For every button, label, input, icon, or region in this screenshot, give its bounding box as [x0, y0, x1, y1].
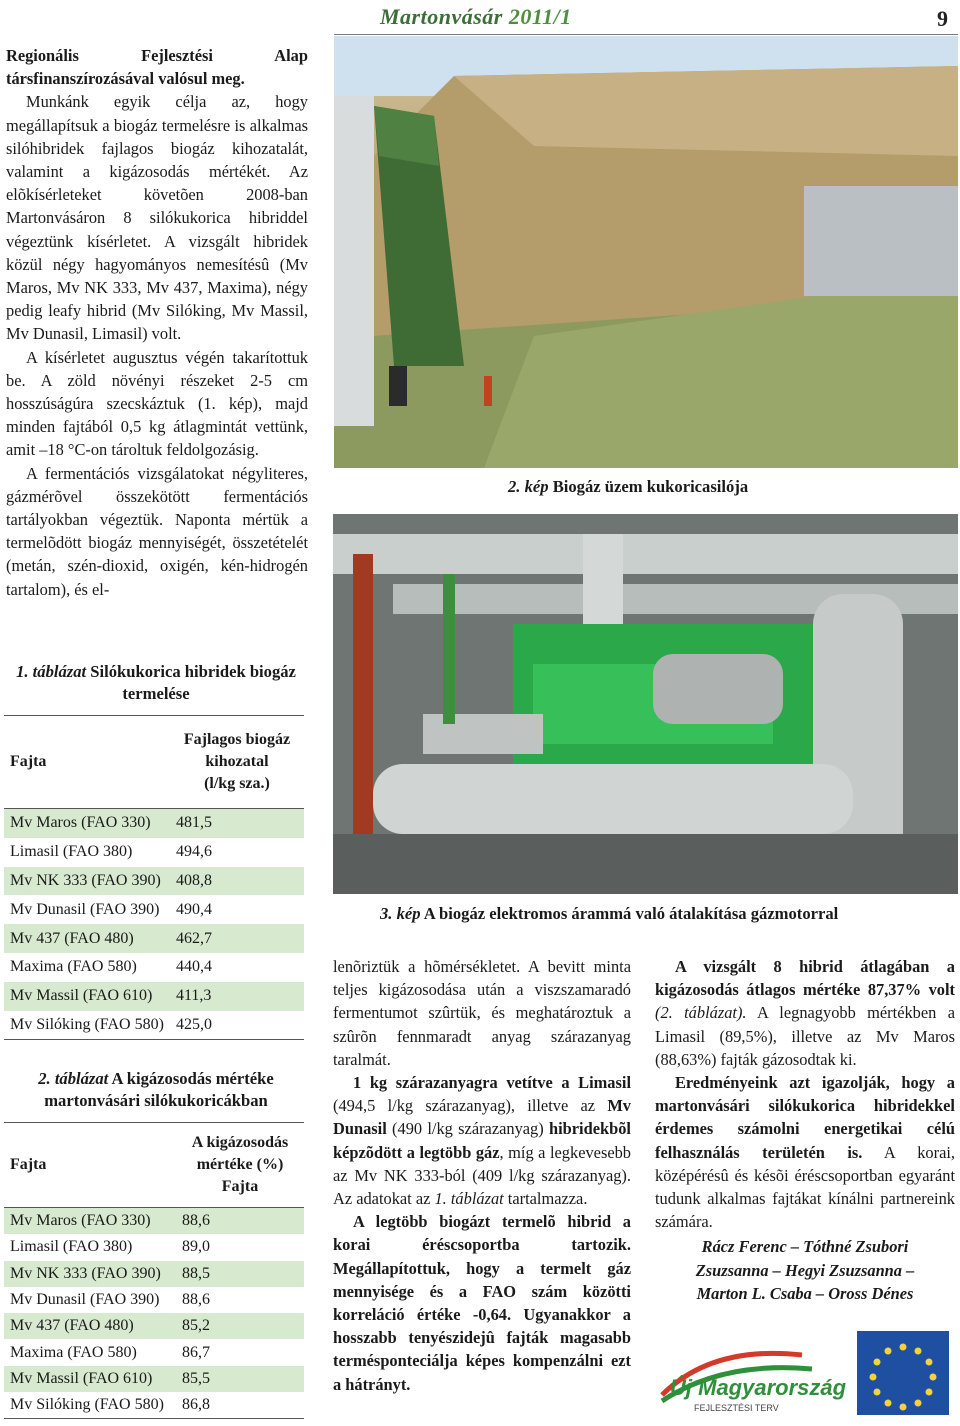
- paragraph: [655, 955, 955, 1071]
- cell-fajta: Mv Massil (FAO 610): [4, 982, 170, 1011]
- italic-text: 1. táblázat: [434, 1189, 504, 1209]
- cell-fajta: Mv Dunasil (FAO 390): [4, 1287, 176, 1313]
- table2-body: [4, 1208, 304, 1419]
- photo2-caption-ref: 2. kép: [508, 477, 549, 496]
- paragraph: A legtöbb biogázt termelõ hibrid a korai éréscsoportba tartozik. Megállapítottuk, hogy a termelt gáz mennyisége és a FAO szám közötti korreláció értéke -0,64. Ugyanakkor a hosszabb tenyészidejû fajták magasabb termésponteciálja képes kompenzálni ezt a hátrányt.: [333, 1212, 631, 1394]
- table-row: [4, 1339, 304, 1365]
- cell-value: 88,6: [176, 1287, 304, 1313]
- bold-text: Mv Dunasil: [333, 1096, 631, 1139]
- cell-value: 89,0: [176, 1234, 304, 1260]
- gas-engine-illustration: [333, 514, 958, 894]
- table1-caption-text: Silókukorica hibridek biogáz termelése: [86, 662, 296, 703]
- italic-text: (2. táblázat).: [655, 1003, 747, 1023]
- table-row: [4, 982, 304, 1011]
- header-line: (l/kg sza.): [204, 775, 270, 792]
- cell-fajta: Limasil (FAO 380): [4, 838, 170, 867]
- silo-illustration: [334, 36, 958, 468]
- table-row: [4, 1392, 304, 1419]
- header-line: A kigázosodás: [191, 1134, 289, 1151]
- photo2-caption: [508, 477, 748, 497]
- silo-photo: [334, 36, 958, 468]
- paragraph: [333, 1071, 631, 1210]
- cell-value: 86,7: [176, 1339, 304, 1365]
- article-column-1: [6, 44, 308, 601]
- table2-caption-text: A kigázosodás mértéke martonvásári silókukoricákban: [44, 1069, 274, 1110]
- table-row: [4, 1366, 304, 1392]
- table1-caption-ref: 1. táblázat: [16, 662, 87, 681]
- logo-title: Új Magyarország: [670, 1375, 847, 1400]
- photo3-caption-ref: 3. kép: [380, 904, 421, 923]
- bold-text: 1 kg szárazanyagra vetítve a Limasil: [353, 1073, 631, 1093]
- author-line: Marton L. Csaba – Oross Dénes: [696, 1283, 914, 1303]
- photo2-caption-text: Biogáz üzem kukoricasilója: [548, 477, 749, 496]
- uj-magyarorszag-logo: [652, 1325, 952, 1421]
- text: A legnagyobb mértékben a Limasil (89,5%), illetve az Mv Maros (88,63%) fajták gázosodtak ki.: [655, 1003, 955, 1069]
- eu-logo-graphic: [652, 1325, 952, 1421]
- masthead-name: Martonvásár: [380, 4, 503, 29]
- cell-fajta: Mv Silóking (FAO 580): [4, 1392, 176, 1419]
- author-line: Zsuzsanna – Hegyi Zsuzsanna –: [695, 1260, 915, 1280]
- table-row: [4, 1011, 304, 1040]
- cell-value: 88,6: [176, 1208, 304, 1235]
- cell-fajta: Mv Maros (FAO 330): [4, 1208, 176, 1235]
- cell-value: 411,3: [170, 982, 304, 1011]
- cell-value: 490,4: [170, 895, 304, 924]
- cell-value: 481,5: [170, 809, 304, 838]
- cell-fajta: Mv 437 (FAO 480): [4, 924, 170, 953]
- page-number: 9: [937, 6, 948, 31]
- cell-value: 494,6: [170, 838, 304, 867]
- cell-value: 425,0: [170, 1011, 304, 1040]
- table-row: [4, 1287, 304, 1313]
- cell-value: 88,5: [176, 1261, 304, 1287]
- bold-text: hibridekbõl képzõdött a legtöbb gáz: [333, 1119, 631, 1162]
- article-column-2: [333, 955, 631, 1396]
- table1-body: [4, 809, 304, 1040]
- bold-text: Eredményeink azt igazolják, hogy a martonvásári silókukorica hibridekkel érdemes számolni energetikai célú felhasználás területén is.: [655, 1073, 955, 1162]
- table2-caption-ref: 2. táblázat: [38, 1069, 109, 1088]
- cell-fajta: Mv 437 (FAO 480): [4, 1313, 176, 1339]
- header-line: Fajlagos biogáz: [183, 731, 291, 748]
- table-row: [4, 1208, 304, 1235]
- masthead: [380, 4, 572, 30]
- paragraph: A fermentációs vizsgálatokat négyliteres, gázmérõvel összekötött fermentációs tartályokban végeztük. Naponta mértük a termelõdött biogáz mennyiségét, összetételét (metán, szén-dioxid, oxigén, kén-hidrogén tartalom), és el-: [6, 463, 308, 599]
- table-row: [4, 1313, 304, 1339]
- table2-caption: [6, 1068, 306, 1112]
- cell-value: 408,8: [170, 867, 304, 896]
- photo3-caption-text: A biogáz elektromos árammá való átalakítása gázmotorral: [420, 904, 839, 923]
- text: tartalmazza.: [503, 1189, 588, 1209]
- cell-fajta: Mv Silóking (FAO 580): [4, 1011, 170, 1040]
- cell-fajta: Limasil (FAO 380): [4, 1234, 176, 1260]
- header-line: kihozatal: [205, 753, 269, 770]
- table-row: [4, 1261, 304, 1287]
- cell-fajta: Mv Dunasil (FAO 390): [4, 895, 170, 924]
- table1-caption: [6, 661, 306, 705]
- logo-subtitle: FEJLESZTÉSI TERV: [694, 1403, 779, 1413]
- text: (494,5 l/kg szárazanyag), illetve az: [333, 1096, 608, 1116]
- photo3-caption: [380, 904, 838, 924]
- text: A korai, középérésû és késõi éréscsoportban egyaránt tudunk alkalmas fajtákat kínálni partnereink számára.: [655, 1142, 955, 1232]
- table2: [4, 1122, 304, 1419]
- cell-fajta: Maxima (FAO 580): [4, 1339, 176, 1365]
- cell-fajta: Mv Maros (FAO 330): [4, 809, 170, 838]
- table1-header-value: [170, 716, 304, 809]
- cell-value: 462,7: [170, 924, 304, 953]
- table2-header-value: [176, 1123, 304, 1208]
- header-line: mértéke (%): [196, 1156, 284, 1173]
- paragraph: Munkánk egyik célja az, hogy megállapítsuk a biogáz termelésre is alkalmas silóhibridek fajlagos biogáz kihozatalát, valamint a kigázosodás mértékét. Az elõkísérleteket követõen 2008-ban Martonvásáron 8 silókukorica hibriddel végeztünk kísérletet. A vizsgált hibridek közül négy hagyományos nemesítésû (Mv Maros, Mv NK 333, Mv 437, Maxima), négy pedig leafy hibrid (Mv Silóking, Mv Massil, Mv Dunasil, Limasil) volt.: [6, 92, 308, 344]
- paragraph: A kísérletet augusztus végén takarítottuk be. A zöld növényi részeket 2-5 cm hosszúságúra szecskáztuk (1. kép), majd minden fajtából 0,5 kg átlagmintát vettünk, amit –18 °C-on tároltuk feldolgozásig.: [6, 347, 308, 460]
- table-row: [4, 838, 304, 867]
- cell-fajta: Mv NK 333 (FAO 390): [4, 867, 170, 896]
- table-row: [4, 953, 304, 982]
- header-rule: [334, 34, 958, 35]
- paragraph: lenõriztük a hõmérsékletet. A bevitt minta teljes kigázosodása után a viszszamaradó fermentumot szûrtük, és meghatároztuk a szûrõn fennmaradt anyag szárazanyag taralmát.: [333, 957, 631, 1069]
- text: , míg a legkevesebb az Mv NK 333-ból (409 l/kg szárazanyag). Az adatokat az: [333, 1142, 631, 1209]
- cell-value: 85,5: [176, 1366, 304, 1392]
- table-row: [4, 895, 304, 924]
- bold-text: A vizsgált 8 hibrid átlagában a kigázosodás átlagos mértéke 87,37% volt: [655, 957, 955, 1000]
- gas-engine-photo: [333, 514, 958, 894]
- cell-fajta: Mv NK 333 (FAO 390): [4, 1261, 176, 1287]
- author-line: Rácz Ferenc – Tóthné Zsubori: [701, 1237, 909, 1257]
- cell-fajta: Mv Massil (FAO 610): [4, 1366, 176, 1392]
- paragraph: Regionális Fejlesztési Alap társfinanszírozásával valósul meg.: [6, 46, 308, 89]
- table-row: [4, 924, 304, 953]
- cell-value: 440,4: [170, 953, 304, 982]
- table-row: [4, 1234, 304, 1260]
- header-line: Fajta: [221, 1178, 259, 1195]
- table-row: [4, 867, 304, 896]
- table1: [4, 715, 304, 1040]
- text: (490 l/kg szárazanyag): [386, 1119, 549, 1139]
- masthead-issue: 2011/1: [508, 4, 572, 29]
- article-column-3: [655, 955, 955, 1305]
- cell-value: 85,2: [176, 1313, 304, 1339]
- paragraph: [655, 1071, 955, 1233]
- table1-header-fajta: Fajta: [4, 716, 170, 809]
- cell-value: 86,8: [176, 1392, 304, 1419]
- table2-header-fajta: Fajta: [4, 1123, 176, 1208]
- table-row: [4, 809, 304, 838]
- cell-fajta: Maxima (FAO 580): [4, 953, 170, 982]
